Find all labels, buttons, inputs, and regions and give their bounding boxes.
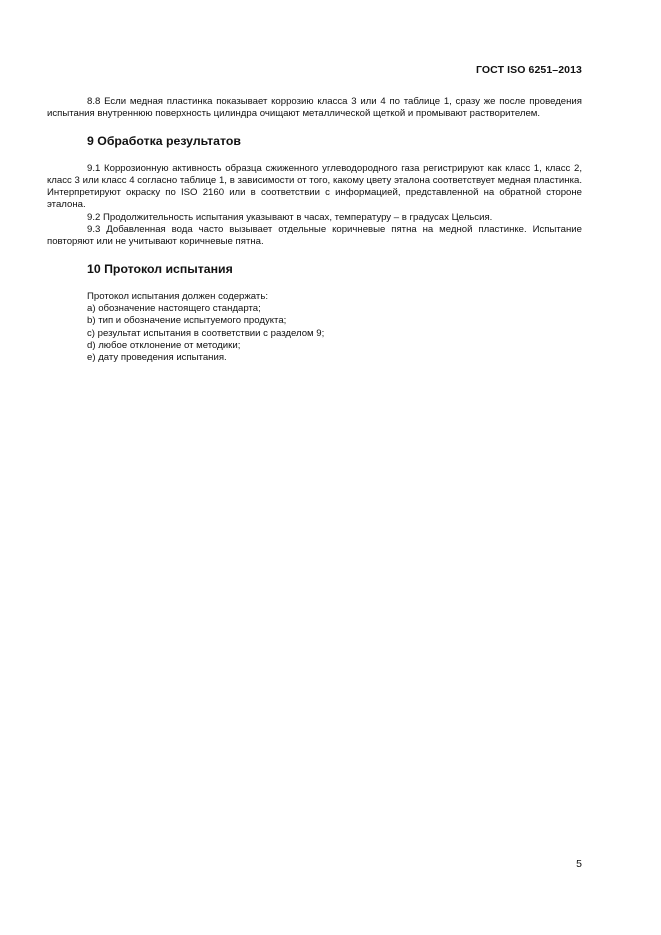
- paragraph-9-2: 9.2 Продолжительность испытания указывают в часах, температуру – в градусах Цельсия.: [87, 211, 493, 223]
- page-body: [47, 96, 582, 364]
- paragraph-8-8: 8.8 Если медная пластинка показывает коррозию класса 3 или 4 по таблице 1, сразу же после проведения испытания внутреннюю поверхность цилиндра очищают металлической щеткой и промывают растворителем.: [47, 96, 582, 120]
- section-10-heading: 10 Протокол испытания: [87, 261, 233, 276]
- page-number: 5: [576, 858, 582, 870]
- list-item: d) любое отклонение от методики;: [87, 339, 241, 351]
- list-intro: Протокол испытания должен содержать:: [87, 290, 268, 302]
- paragraph-9-1: 9.1 Коррозионную активность образца сжиженного углеводородного газа регистрируют как класс 1, класс 2, класс 3 или класс 4 согласно таблице 1, в зависимости от того, какому цвету эталона соответствует медная пластинка. Интерпретируют окраску по ISO 2160 или в соответствии с информацией, представленной на обратной стороне эталона.: [47, 162, 582, 211]
- list-item: c) результат испытания в соответствии с разделом 9;: [87, 327, 325, 339]
- list-item: b) тип и обозначение испытуемого продукта;: [87, 315, 287, 327]
- list-item: e) дату проведения испытания.: [87, 352, 227, 364]
- paragraph-9-3: 9.3 Добавленная вода часто вызывает отдельные коричневые пятна на медной пластинке. Испытание повторяют или не учитывают коричневые пятна.: [47, 224, 582, 248]
- report-contents-list: [47, 291, 582, 365]
- list-item: a) обозначение настоящего стандарта;: [87, 302, 261, 314]
- standard-code-header: ГОСТ ISO 6251–2013: [476, 64, 582, 76]
- section-9-heading: 9 Обработка результатов: [87, 133, 241, 148]
